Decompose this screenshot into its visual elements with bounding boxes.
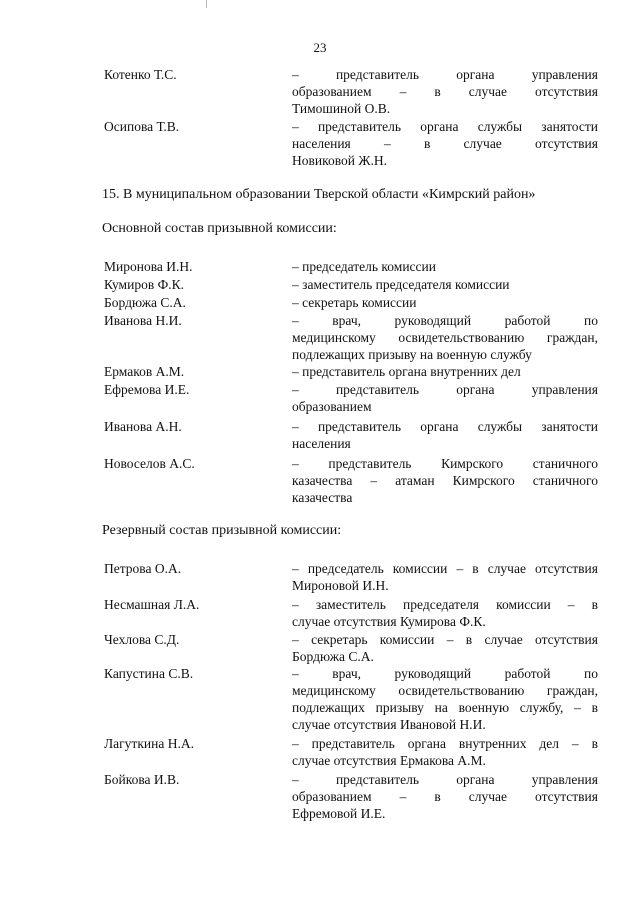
role-line: – представитель Кимрского станичного	[292, 456, 598, 471]
role-line: казачества – атаман Кимрского станичного	[292, 473, 598, 488]
member-role	[292, 771, 598, 822]
member-name: Осипова Т.В.	[104, 119, 180, 134]
role-line: – представитель органа управления	[292, 772, 598, 787]
role-line: случае отсутствия Ермакова А.М.	[292, 753, 486, 768]
scan-mark	[206, 0, 207, 8]
member-name: Капустина С.В.	[104, 666, 194, 681]
member-name: Бордюжа С.А.	[104, 295, 186, 310]
role-line: – представитель органа внутренних дел – в	[292, 736, 598, 751]
member-name: Чехлова С.Д.	[104, 632, 180, 647]
role-line: – представитель органа внутренних дел	[292, 364, 521, 379]
member-name: Лагуткина Н.А.	[104, 736, 194, 751]
member-role	[292, 631, 598, 665]
role-line: образованием	[292, 399, 372, 414]
member-role	[292, 294, 598, 311]
member-name: Новоселов А.С.	[104, 456, 195, 471]
page-number: 23	[313, 40, 327, 55]
role-line: случае отсутствия Кумирова Ф.К.	[292, 614, 486, 629]
role-line: случае отсутствия Ивановой Н.И.	[292, 717, 486, 732]
role-line: – представитель органа управления	[292, 382, 598, 397]
role-line: населения – в случае отсутствия	[292, 136, 598, 151]
role-line: Ефремовой И.Е.	[292, 806, 386, 821]
member-name: Котенко Т.С.	[104, 67, 177, 82]
member-role	[292, 560, 598, 594]
role-line: – представитель органа службы занятости	[292, 119, 598, 134]
member-role	[292, 455, 598, 506]
role-line: – председатель комиссии – в случае отсутствия	[292, 561, 598, 576]
reserve-composition-heading: Резервный состав призывной комиссии:	[102, 523, 342, 538]
member-name: Несмашная Л.А.	[104, 597, 200, 612]
member-name: Иванова А.Н.	[104, 419, 182, 434]
member-name: Бойкова И.В.	[104, 772, 180, 787]
role-line: населения	[292, 436, 351, 451]
member-name: Ермаков А.М.	[104, 364, 185, 379]
member-role	[292, 735, 598, 769]
role-line: – заместитель председателя комиссии – в	[292, 597, 598, 612]
role-line: образованием – в случае отсутствия	[292, 84, 598, 99]
role-line: медицинскому освидетельствованию граждан,	[292, 683, 598, 698]
role-line: образованием – в случае отсутствия	[292, 789, 598, 804]
role-line: Тимошиной О.В.	[292, 101, 391, 116]
role-line: подлежащих призыву на военную службу	[292, 347, 532, 362]
member-role	[292, 66, 598, 117]
member-role	[292, 118, 598, 169]
role-line: Новиковой Ж.Н.	[292, 153, 387, 168]
member-role	[292, 381, 598, 415]
member-role	[292, 276, 598, 293]
member-role	[292, 363, 598, 380]
section-title: 15. В муниципальном образовании Тверской области «Кимрский район»	[102, 187, 536, 202]
member-role	[292, 418, 598, 452]
role-line: – секретарь комиссии	[292, 295, 417, 310]
member-role	[292, 312, 598, 363]
member-name: Кумиров Ф.К.	[104, 277, 184, 292]
role-line: Бордюжа С.А.	[292, 649, 374, 664]
member-name: Иванова Н.И.	[104, 313, 182, 328]
role-line: – представитель органа управления	[292, 67, 598, 82]
member-name: Миронова И.Н.	[104, 259, 193, 274]
role-line: – заместитель председателя комиссии	[292, 277, 510, 292]
member-name: Петрова О.А.	[104, 561, 182, 576]
member-role	[292, 258, 598, 275]
member-role	[292, 596, 598, 630]
role-line: – врач, руководящий работой по	[292, 666, 598, 681]
role-line: медицинскому освидетельствованию граждан,	[292, 330, 598, 345]
role-line: – секретарь комиссии – в случае отсутствия	[292, 632, 598, 647]
role-line: – председатель комиссии	[292, 259, 436, 274]
role-line: – представитель органа службы занятости	[292, 419, 598, 434]
role-line: Мироновой И.Н.	[292, 578, 389, 593]
main-composition-heading: Основной состав призывной комиссии:	[102, 221, 337, 236]
role-line: подлежащих призыву на военную службу, – в	[292, 700, 598, 715]
role-line: казачества	[292, 490, 353, 505]
role-line: – врач, руководящий работой по	[292, 313, 598, 328]
member-name: Ефремова И.Е.	[104, 382, 190, 397]
member-role	[292, 665, 598, 733]
